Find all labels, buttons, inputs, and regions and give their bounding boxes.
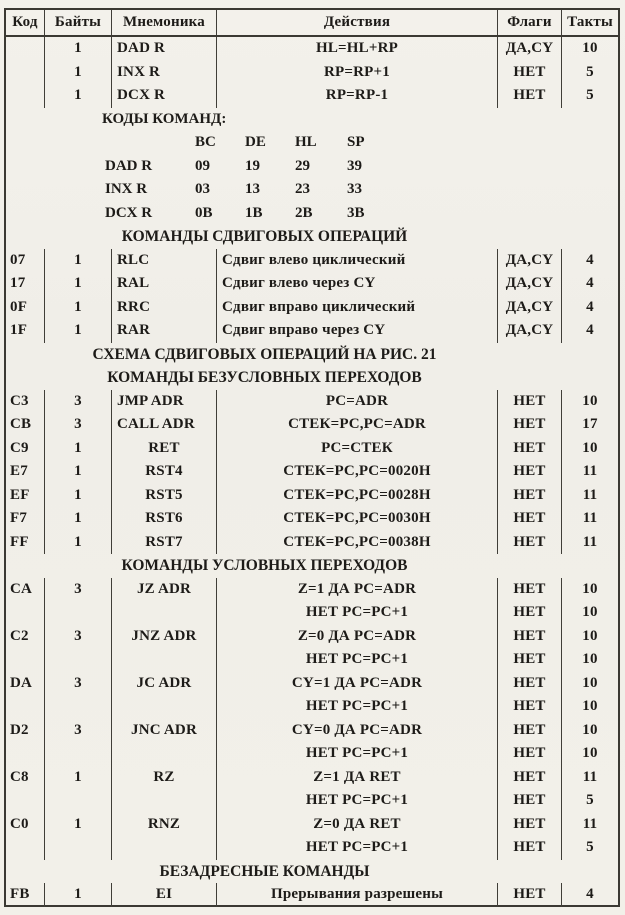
instruction-row [6,789,618,813]
opcode-value: 19 [245,157,260,174]
cell-mnemonic: JNZ ADR [112,625,217,649]
instruction-row [6,84,618,108]
cell-code [6,742,45,766]
cell-ticks: 10 [582,604,598,620]
cell-ticks: 11 [582,510,598,526]
cell-flags: НЕТ [498,625,562,649]
cell-ticks: 10 [582,392,598,409]
cell-mnemonic: RAL [112,272,217,296]
instruction-row [6,413,618,437]
cell-action: Z=0 ДА PC=ADR [217,625,498,649]
instruction-row [6,249,618,273]
cell-action: Z=1 ДА PC=ADR [217,578,498,602]
cell-action: CY=1 ДА PC=ADR [217,672,498,696]
opcode-value: 23 [295,181,310,197]
cell-flags: ДА,CY [498,249,562,273]
cell-flags: ДА,CY [498,272,562,296]
cell-bytes [45,836,112,860]
cell-flags: НЕТ [498,766,562,790]
header-cell-ticks: Такты [567,14,613,30]
cell-flags: НЕТ [498,484,562,508]
cell-code: FB [6,883,45,907]
cell-action: Сдвиг вправо через CY [217,319,498,343]
instruction-row [6,695,618,719]
cell-mnemonic: RST5 [112,484,217,508]
cell-code: D2 [6,719,45,743]
cell-code: F7 [6,507,45,531]
instruction-row [6,648,618,672]
cell-bytes: 3 [45,578,112,602]
instruction-row [6,319,618,343]
cell-ticks: 4 [586,275,594,291]
opcode-row [100,155,618,179]
cell-flags: НЕТ [498,719,562,743]
opcode-value: 1B [245,204,263,221]
cell-bytes: 1 [45,460,112,484]
cell-code [6,836,45,860]
cell-mnemonic: RST6 [112,507,217,531]
cell-ticks: 5 [586,63,594,80]
cell-bytes: 3 [45,672,112,696]
cell-ticks: 4 [586,251,594,268]
opcode-value: 3B [347,204,365,221]
instruction-row [6,813,618,837]
opcode-row-filler [392,202,618,226]
cell-flags: НЕТ [498,61,562,85]
opcode-value: 33 [347,181,362,197]
cell-code: 07 [6,249,45,273]
cell-code: C8 [6,766,45,790]
cell-bytes: 1 [45,531,112,555]
cell-ticks: 10 [582,674,598,691]
header-cell-code: Код [6,10,45,35]
cell-code: EF [6,484,45,508]
instruction-row [6,272,618,296]
cell-flags: НЕТ [498,648,562,672]
opcode-block-title: КОДЫ КОМАНД: [102,110,227,127]
opcode-row-label [100,131,190,155]
cell-flags: НЕТ [498,695,562,719]
cell-mnemonic [112,601,217,625]
instruction-row [6,836,618,860]
opcode-value: 39 [347,157,362,174]
section-title: БЕЗАДРЕСНЫЕ КОМАНДЫ [159,862,370,880]
cell-ticks: 10 [582,580,598,597]
cell-code: C3 [6,390,45,414]
cell-bytes: 3 [45,719,112,743]
cell-action: Сдвиг влево через CY [217,272,498,296]
instruction-row [6,672,618,696]
opcode-value: 13 [245,181,260,197]
cell-ticks: 5 [586,792,594,808]
section-title: КОМАНДЫ УСЛОВНЫХ ПЕРЕХОДОВ [121,557,408,574]
cell-mnemonic: JC ADR [112,672,217,696]
instruction-row [6,460,618,484]
cell-bytes: 1 [45,296,112,320]
cell-action: СТЕК=PC,PC=0038H [217,531,498,555]
cell-bytes: 1 [45,484,112,508]
opcode-value: 2B [295,204,313,221]
cell-ticks: 11 [582,533,598,550]
cell-flags: НЕТ [498,789,562,813]
cell-mnemonic: DCX R [112,84,217,108]
cell-action: Z=0 ДА RET [217,813,498,837]
opcode-value: HL [295,134,317,150]
instruction-row [6,766,618,790]
cell-flags: НЕТ [498,601,562,625]
cell-ticks: 10 [582,745,598,761]
cell-flags: НЕТ [498,437,562,461]
opcode-row-filler [392,178,618,202]
header-cell-mnemonic: Мнемоника [112,10,217,35]
cell-ticks: 4 [586,322,594,338]
cell-action: CY=0 ДА PC=ADR [217,719,498,743]
cell-ticks: 10 [582,698,598,714]
cell-action: СТЕК=PC,PC=ADR [217,413,498,437]
cell-bytes: 1 [45,883,112,907]
cell-action: СТЕК=PC,PC=0030H [217,507,498,531]
cell-code: CA [6,578,45,602]
cell-code: 0F [6,296,45,320]
cell-code: E7 [6,460,45,484]
cell-code: C9 [6,437,45,461]
opcode-row [100,202,618,226]
opcode-row-filler [392,131,618,155]
instruction-row [6,883,618,907]
cell-code: CB [6,413,45,437]
cell-action: HL=HL+RP [217,37,498,61]
cell-action: НЕТ PC=PC+1 [217,695,498,719]
cell-ticks: 11 [582,815,598,832]
header-cell-actions: Действия [217,10,498,35]
cell-code [6,789,45,813]
opcode-row [100,178,618,202]
cell-action: СТЕК=PC,PC=0028H [217,484,498,508]
cell-code [6,695,45,719]
cell-ticks: 4 [586,298,594,315]
cell-flags: ДА,CY [498,296,562,320]
instruction-row [6,507,618,531]
instruction-table [4,8,620,907]
instruction-row [6,437,618,461]
instruction-row [6,601,618,625]
cell-code: FF [6,531,45,555]
cell-action: PC=СТЕК [217,437,498,461]
opcode-row-filler [392,155,618,179]
cell-ticks: 10 [582,439,598,456]
instruction-row [6,742,618,766]
cell-bytes: 1 [45,272,112,296]
cell-code [6,648,45,672]
cell-flags: НЕТ [498,84,562,108]
opcode-value: 03 [195,181,210,197]
cell-mnemonic: RET [112,437,217,461]
table-body [6,37,618,907]
cell-bytes: 1 [45,507,112,531]
cell-code [6,84,45,108]
opcode-value: BC [195,134,216,150]
cell-mnemonic: CALL ADR [112,413,217,437]
opcode-row-label: DCX R [105,204,153,221]
cell-ticks: 11 [582,768,598,785]
opcode-value: 0B [195,204,213,221]
cell-code: DA [6,672,45,696]
cell-mnemonic: RST7 [112,531,217,555]
cell-flags: НЕТ [498,531,562,555]
table-header-row [6,10,618,37]
opcode-value: SP [347,134,365,150]
cell-mnemonic: RLC [112,249,217,273]
opcode-value: 09 [195,157,210,174]
cell-action: RP=RP-1 [217,84,498,108]
cell-code [6,37,45,61]
cell-bytes [45,789,112,813]
cell-bytes: 1 [45,84,112,108]
cell-ticks: 11 [582,486,598,503]
cell-action: НЕТ PC=PC+1 [217,789,498,813]
cell-code: 1F [6,319,45,343]
cell-bytes: 1 [45,813,112,837]
instruction-row [6,390,618,414]
cell-code: C2 [6,625,45,649]
instruction-row [6,296,618,320]
cell-mnemonic: DAD R [112,37,217,61]
cell-ticks: 17 [582,416,598,432]
cell-ticks: 10 [582,651,598,667]
cell-flags: ДА,CY [498,37,562,61]
cell-code [6,601,45,625]
cell-flags: НЕТ [498,578,562,602]
cell-mnemonic: JMP ADR [112,390,217,414]
cell-action: НЕТ PC=PC+1 [217,601,498,625]
cell-ticks: 10 [582,627,598,644]
opcode-row-label: INX R [105,181,148,197]
instruction-row [6,484,618,508]
cell-flags: НЕТ [498,672,562,696]
cell-ticks: 10 [582,40,598,56]
cell-action: PC=ADR [217,390,498,414]
cell-bytes [45,601,112,625]
instruction-row [6,578,618,602]
cell-bytes: 1 [45,249,112,273]
cell-bytes: 3 [45,625,112,649]
cell-ticks: 4 [586,886,594,902]
cell-flags: НЕТ [498,813,562,837]
cell-action: RP=RP+1 [217,61,498,85]
cell-mnemonic: JZ ADR [112,578,217,602]
cell-mnemonic: INX R [112,61,217,85]
cell-code [6,61,45,85]
instruction-row [6,625,618,649]
cell-flags: НЕТ [498,742,562,766]
instruction-row [6,37,618,61]
instruction-row [6,719,618,743]
cell-action: Сдвиг вправо циклический [217,296,498,320]
section-title: СХЕМА СДВИГОВЫХ ОПЕРАЦИЙ НА РИС. 21 [92,345,437,363]
section-title: КОМАНДЫ СДВИГОВЫХ ОПЕРАЦИЙ [121,228,408,245]
cell-flags: НЕТ [498,460,562,484]
instruction-row [6,531,618,555]
opcode-value: 29 [295,157,310,174]
cell-action: Z=1 ДА RET [217,766,498,790]
cell-mnemonic: RZ [112,766,217,790]
cell-action: НЕТ PC=PC+1 [217,648,498,672]
cell-bytes: 1 [45,766,112,790]
cell-bytes [45,742,112,766]
cell-mnemonic: RNZ [112,813,217,837]
cell-mnemonic [112,695,217,719]
cell-mnemonic [112,789,217,813]
cell-flags: ДА,CY [498,319,562,343]
cell-action: НЕТ PC=PC+1 [217,742,498,766]
cell-action: СТЕК=PC,PC=0020H [217,460,498,484]
cell-ticks: 5 [586,839,594,855]
opcode-value: DE [245,134,266,150]
cell-action: НЕТ PC=PC+1 [217,836,498,860]
cell-flags: НЕТ [498,390,562,414]
cell-flags: НЕТ [498,413,562,437]
cell-mnemonic: RRC [112,296,217,320]
cell-code: C0 [6,813,45,837]
cell-bytes: 3 [45,413,112,437]
cell-bytes: 1 [45,61,112,85]
cell-bytes: 1 [45,319,112,343]
cell-bytes: 1 [45,437,112,461]
cell-flags: НЕТ [498,507,562,531]
cell-mnemonic [112,648,217,672]
cell-mnemonic: RST4 [112,460,217,484]
cell-action: Прерывания разрешены [217,883,498,907]
opcode-row [100,131,618,155]
cell-bytes [45,648,112,672]
instruction-row [6,61,618,85]
cell-bytes: 3 [45,390,112,414]
header-cell-flags: Флаги [498,10,562,35]
cell-ticks: 11 [582,463,598,479]
cell-mnemonic: RAR [112,319,217,343]
cell-code: 17 [6,272,45,296]
cell-mnemonic: EI [112,883,217,907]
cell-mnemonic: JNC ADR [112,719,217,743]
cell-bytes: 1 [45,37,112,61]
cell-bytes [45,695,112,719]
cell-flags: НЕТ [498,883,562,907]
header-cell-bytes: Байты [45,10,112,35]
cell-mnemonic [112,742,217,766]
cell-ticks: 10 [582,721,598,738]
section-title: КОМАНДЫ БЕЗУСЛОВНЫХ ПЕРЕХОДОВ [107,369,422,386]
cell-ticks: 5 [586,87,594,103]
opcode-row-label: DAD R [105,157,153,174]
cell-mnemonic [112,836,217,860]
cell-action: Сдвиг влево циклический [217,249,498,273]
cell-flags: НЕТ [498,836,562,860]
